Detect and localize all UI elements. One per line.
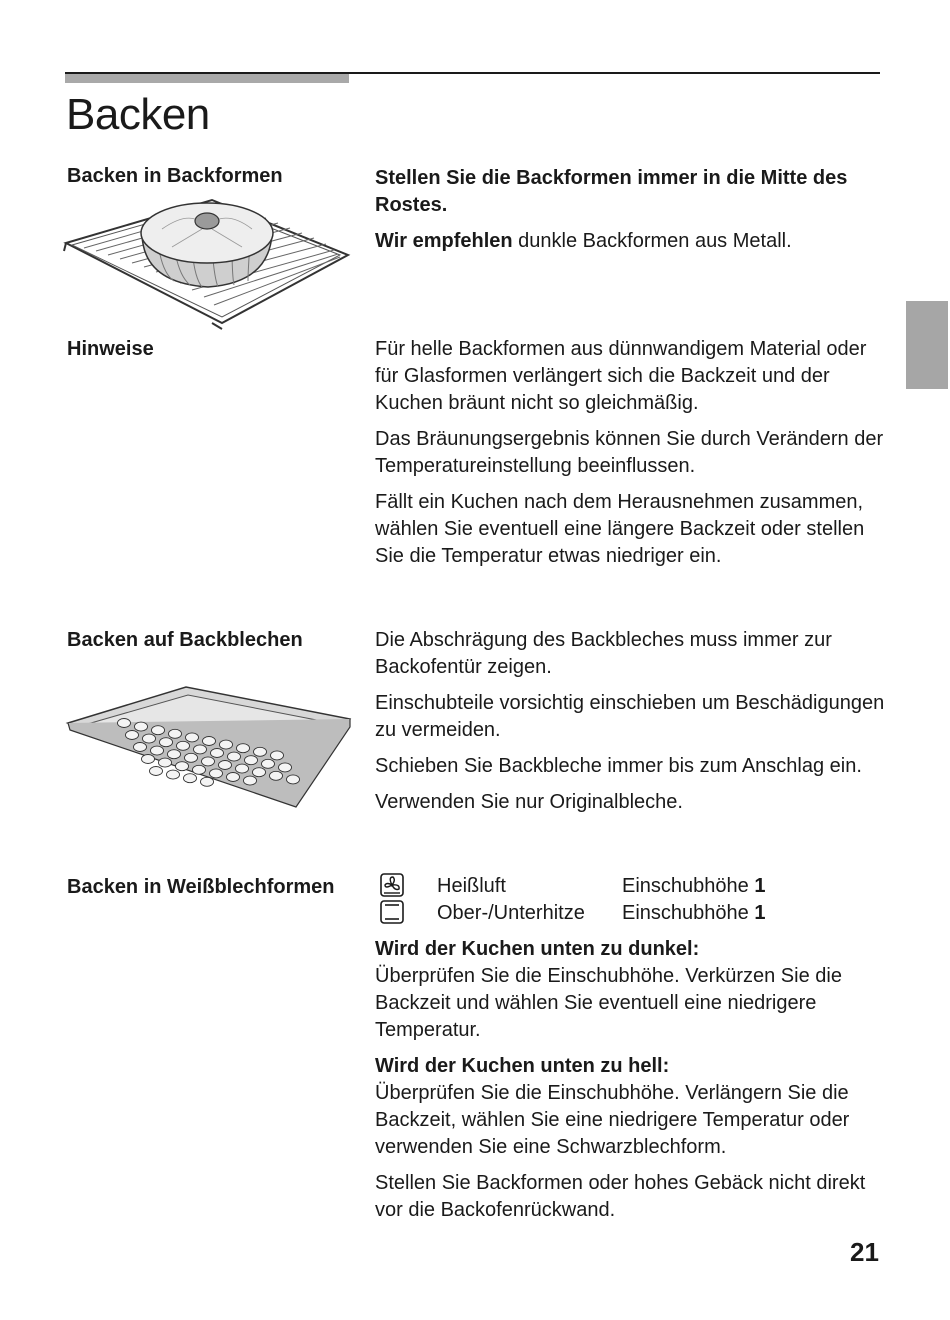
chapter-tab-marker: [906, 301, 948, 389]
section-heading-backformen: Backen in Backformen: [67, 165, 283, 187]
cookie-icon: [203, 737, 216, 746]
cookie-icon: [150, 767, 163, 776]
shelf-level: [622, 875, 765, 898]
section-body-backbleche: [375, 627, 885, 825]
recommendation-label: Wir empfehlen: [375, 230, 513, 252]
bundt-cake-on-rack-illustration: [62, 195, 352, 330]
cookie-icon: [118, 719, 131, 728]
cookie-icon: [142, 755, 155, 764]
backbleche-paragraph: Schieben Sie Backbleche immer bis zum Anschlag ein.: [375, 755, 862, 777]
header-rule-accent: [65, 74, 349, 83]
cookie-icon: [211, 749, 224, 758]
cookie-icon: [228, 752, 241, 761]
page-number: 21: [850, 1237, 879, 1267]
cookie-icon: [135, 722, 148, 731]
hinweise-paragraph: Für helle Backformen aus dünnwandigem Material oder für Glasformen verlängert sich die Backzeit und der Kuchen bräunt nicht so gleichmäßig.: [375, 338, 867, 414]
cookie-icon: [219, 761, 232, 770]
top-bottom-heat-icon: [375, 900, 437, 927]
cookie-icon: [202, 757, 215, 766]
tip-text: Überprüfen Sie die Einschubhöhe. Verlängern Sie die Backzeit, wählen Sie eine niedrigere Temperatur oder verwenden Sie eine Schwarzblechform.: [375, 1082, 850, 1158]
backbleche-paragraph: Die Abschrägung des Backbleches muss immer zur Backofentür zeigen.: [375, 629, 832, 678]
cookie-icon: [270, 771, 283, 780]
cookie-icon: [236, 764, 249, 773]
cookie-icon: [169, 729, 182, 738]
backbleche-paragraph: Einschubteile vorsichtig einschieben um Beschädigungen zu vermeiden.: [375, 692, 885, 741]
cookie-icon: [185, 753, 198, 762]
section-body-backformen: [375, 165, 885, 264]
cookie-icon: [227, 773, 240, 782]
shelf-level-value: 1: [754, 902, 766, 924]
cookie-icon: [254, 747, 267, 756]
cookie-icon: [159, 758, 172, 767]
backformen-recommendation: [375, 228, 885, 255]
heating-mode-name: Heißluft: [437, 875, 506, 897]
page-title: Backen: [66, 90, 210, 139]
section-heading-hinweise: Hinweise: [67, 338, 154, 360]
cookie-icon: [168, 750, 181, 759]
cookie-icon: [134, 743, 147, 752]
cookie-icon: [151, 746, 164, 755]
recommendation-text: dunkle Backformen aus Metall.: [512, 230, 792, 252]
backformen-instruction-text: Stellen Sie die Backformen immer in die Mitte des Rostes.: [375, 167, 848, 216]
closing-paragraph: Stellen Sie Backformen oder hohes Gebäck nicht direkt vor die Backofenrückwand.: [375, 1172, 866, 1221]
heating-mode-row: [375, 900, 875, 927]
shelf-level: [622, 902, 765, 925]
section-heading-backbleche: Backen auf Backblechen: [67, 629, 303, 651]
cookie-icon: [184, 774, 197, 783]
cookie-baking-tray-illustration: [64, 683, 354, 808]
cookie-icon: [126, 731, 139, 740]
cookie-icon: [167, 770, 180, 779]
cookie-icon: [186, 733, 199, 742]
cookie-icon: [262, 759, 275, 768]
cookie-icon: [237, 744, 250, 753]
section-heading-weissblech: Backen in Weißblechformen: [67, 876, 335, 898]
cookie-icon: [253, 768, 266, 777]
cookie-icon: [177, 741, 190, 750]
cookie-icon: [160, 738, 173, 747]
shelf-level-label: Einschubhöhe: [622, 875, 749, 897]
cookie-icon: [244, 776, 257, 785]
tip-heading: Wird der Kuchen unten zu hell:: [375, 1055, 670, 1077]
cookie-icon: [176, 762, 189, 771]
cookie-icon: [143, 734, 156, 743]
section-body-weissblech: [375, 936, 885, 1233]
tip-paragraph: [375, 936, 885, 1044]
section-body-hinweise: [375, 336, 885, 579]
backbleche-paragraph: Verwenden Sie nur Originalbleche.: [375, 791, 683, 813]
cookie-icon: [287, 775, 300, 784]
cookie-icon: [210, 769, 223, 778]
cookie-icon: [245, 756, 258, 765]
heating-mode-name: Ober-/Unterhitze: [437, 902, 585, 924]
fan-heat-icon: [375, 873, 437, 900]
cookie-icon: [220, 740, 233, 749]
heating-mode-table: [375, 873, 875, 927]
cookie-icon: [271, 751, 284, 760]
shelf-level-value: 1: [754, 875, 766, 897]
tip-heading: Wird der Kuchen unten zu dunkel:: [375, 938, 700, 960]
heating-mode-row: [375, 873, 875, 900]
tip-text: Überprüfen Sie die Einschubhöhe. Verkürzen Sie die Backzeit und wählen Sie eventuell eine niedrigere Temperatur.: [375, 965, 842, 1041]
tip-paragraph: [375, 1053, 885, 1161]
cookie-icon: [193, 765, 206, 774]
cookie-icon: [279, 763, 292, 772]
cookie-icon: [194, 745, 207, 754]
cookie-icon: [152, 726, 165, 735]
cookie-icon: [201, 777, 214, 786]
hinweise-paragraph: Fällt ein Kuchen nach dem Herausnehmen zusammen, wählen Sie eventuell eine längere Backzeit oder stellen Sie die Temperatur etwas niedriger ein.: [375, 491, 865, 567]
shelf-level-label: Einschubhöhe: [622, 902, 749, 924]
backformen-instruction: [375, 165, 885, 219]
hinweise-paragraph: Das Bräunungsergebnis können Sie durch Verändern der Temperatureinstellung beeinflussen.: [375, 428, 884, 477]
